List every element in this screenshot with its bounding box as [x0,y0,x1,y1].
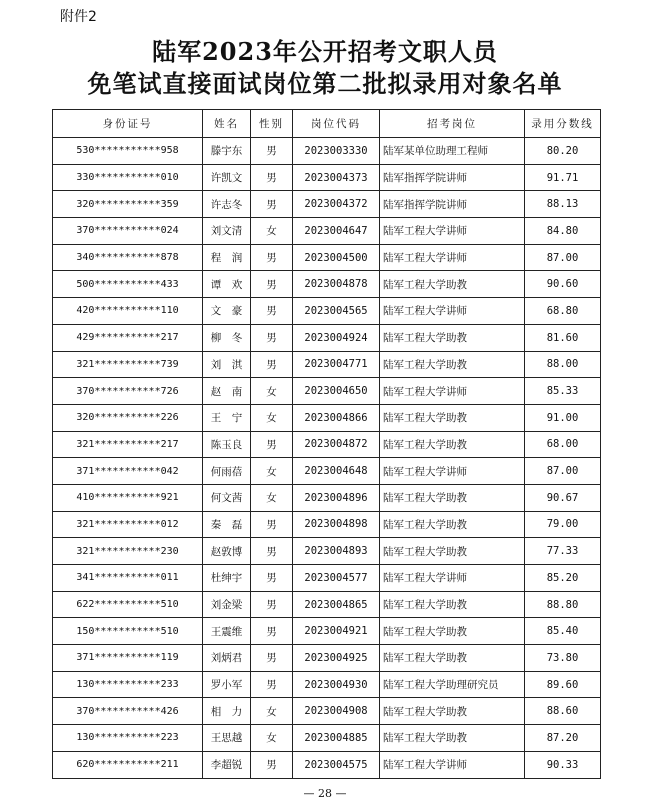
document-title-line1: 陆军2023年公开招考文职人员 [152,37,498,66]
cell-name: 陈玉良 [203,431,251,458]
cell-id-number: 370***********426 [53,698,203,725]
cell-position: 陆军工程大学助教 [380,271,525,298]
cell-position-code: 2023004878 [293,271,380,298]
table-row [53,458,601,485]
table-row [53,725,601,752]
cell-gender: 男 [251,591,293,618]
cell-score: 88.80 [525,591,601,618]
table-row [53,484,601,511]
cell-gender: 女 [251,698,293,725]
cell-gender: 男 [251,511,293,538]
cell-position: 陆军工程大学助教 [380,404,525,431]
cell-gender: 男 [251,618,293,645]
cell-score: 90.67 [525,484,601,511]
cell-position: 陆军工程大学助教 [380,538,525,565]
cell-gender: 男 [251,191,293,218]
cell-name: 杜绅宇 [203,565,251,592]
table-row [53,244,601,271]
cell-position: 陆军工程大学讲师 [380,751,525,778]
table-row [53,138,601,165]
cell-position: 陆军工程大学助教 [380,645,525,672]
cell-id-number: 370***********726 [53,378,203,405]
cell-name: 相 力 [203,698,251,725]
cell-position-code: 2023004865 [293,591,380,618]
cell-position-code: 2023003330 [293,138,380,165]
cell-score: 88.13 [525,191,601,218]
cell-id-number: 420***********110 [53,298,203,325]
cell-position: 陆军工程大学助教 [380,698,525,725]
cell-name: 王思越 [203,725,251,752]
cell-name: 许凯文 [203,164,251,191]
cell-id-number: 371***********119 [53,645,203,672]
cell-name: 赵敦博 [203,538,251,565]
cell-score: 81.60 [525,324,601,351]
table-row [53,378,601,405]
cell-gender: 男 [251,138,293,165]
cell-score: 89.60 [525,671,601,698]
table-row [53,218,601,245]
cell-gender: 男 [251,431,293,458]
cell-gender: 男 [251,164,293,191]
cell-name: 许志冬 [203,191,251,218]
cell-name: 何雨蓓 [203,458,251,485]
cell-position: 陆军某单位助理工程师 [380,138,525,165]
cell-gender: 男 [251,671,293,698]
cell-score: 73.80 [525,645,601,672]
cell-position-code: 2023004924 [293,324,380,351]
cell-gender: 男 [251,645,293,672]
cell-position-code: 2023004577 [293,565,380,592]
cell-position: 陆军工程大学讲师 [380,565,525,592]
cell-gender: 女 [251,404,293,431]
cell-position-code: 2023004872 [293,431,380,458]
cell-score: 77.33 [525,538,601,565]
cell-gender: 女 [251,458,293,485]
cell-score: 80.20 [525,138,601,165]
cell-id-number: 371***********042 [53,458,203,485]
cell-position-code: 2023004500 [293,244,380,271]
cell-id-number: 321***********217 [53,431,203,458]
cell-id-number: 370***********024 [53,218,203,245]
table-row [53,538,601,565]
cell-score: 68.80 [525,298,601,325]
attachment-label: 附件2 [60,9,97,25]
cell-position-code: 2023004896 [293,484,380,511]
cell-gender: 女 [251,725,293,752]
cell-gender: 男 [251,538,293,565]
cell-gender: 男 [251,324,293,351]
cell-gender: 女 [251,378,293,405]
cell-score: 90.33 [525,751,601,778]
cell-position: 陆军工程大学助教 [380,511,525,538]
cell-position-code: 2023004372 [293,191,380,218]
cell-score: 91.00 [525,404,601,431]
cell-name: 刘炳君 [203,645,251,672]
table-row [53,565,601,592]
table-row [53,164,601,191]
table-row [53,324,601,351]
cell-id-number: 429***********217 [53,324,203,351]
cell-gender: 男 [251,271,293,298]
cell-gender: 女 [251,484,293,511]
cell-score: 85.40 [525,618,601,645]
cell-position: 陆军工程大学助教 [380,431,525,458]
cell-position-code: 2023004898 [293,511,380,538]
cell-position: 陆军工程大学助教 [380,324,525,351]
cell-score: 85.20 [525,565,601,592]
cell-score: 88.00 [525,351,601,378]
cell-score: 85.33 [525,378,601,405]
cell-gender: 男 [251,244,293,271]
cell-id-number: 340***********878 [53,244,203,271]
header-position: 招考岗位 [380,110,525,138]
cell-position: 陆军工程大学讲师 [380,218,525,245]
cell-position-code: 2023004648 [293,458,380,485]
cell-score: 87.00 [525,458,601,485]
cell-position-code: 2023004647 [293,218,380,245]
cell-position: 陆军工程大学讲师 [380,458,525,485]
cell-position: 陆军工程大学讲师 [380,378,525,405]
cell-score: 88.60 [525,698,601,725]
cell-id-number: 320***********226 [53,404,203,431]
cell-name: 王 宁 [203,404,251,431]
cell-id-number: 620***********211 [53,751,203,778]
cell-name: 赵 南 [203,378,251,405]
cell-name: 刘金梁 [203,591,251,618]
cell-position-code: 2023004771 [293,351,380,378]
cell-gender: 男 [251,351,293,378]
table-row [53,351,601,378]
header-gender: 性别 [251,110,293,138]
table-row [53,511,601,538]
cell-name: 刘 淇 [203,351,251,378]
table-row [53,751,601,778]
cell-position-code: 2023004925 [293,645,380,672]
cell-id-number: 500***********433 [53,271,203,298]
table-row [53,618,601,645]
admission-list-table [52,109,601,779]
cell-name: 王震维 [203,618,251,645]
cell-id-number: 130***********233 [53,671,203,698]
table-row [53,191,601,218]
cell-score: 91.71 [525,164,601,191]
header-name: 姓名 [203,110,251,138]
cell-position-code: 2023004565 [293,298,380,325]
cell-id-number: 341***********011 [53,565,203,592]
cell-position: 陆军工程大学讲师 [380,298,525,325]
cell-id-number: 410***********921 [53,484,203,511]
cell-position: 陆军工程大学助理研究员 [380,671,525,698]
cell-name: 刘文清 [203,218,251,245]
cell-position-code: 2023004908 [293,698,380,725]
cell-score: 90.60 [525,271,601,298]
cell-position-code: 2023004866 [293,404,380,431]
table-row [53,431,601,458]
cell-position: 陆军指挥学院讲师 [380,191,525,218]
cell-score: 68.00 [525,431,601,458]
cell-id-number: 622***********510 [53,591,203,618]
cell-position-code: 2023004893 [293,538,380,565]
cell-id-number: 330***********010 [53,164,203,191]
table-header-row [53,110,601,138]
table-row [53,298,601,325]
cell-position: 陆军工程大学助教 [380,725,525,752]
table-row [53,671,601,698]
cell-score: 79.00 [525,511,601,538]
table-row [53,645,601,672]
table-row [53,698,601,725]
cell-gender: 女 [251,218,293,245]
cell-name: 罗小军 [203,671,251,698]
cell-name: 程 润 [203,244,251,271]
cell-name: 滕宇东 [203,138,251,165]
table-row [53,591,601,618]
cell-name: 秦 磊 [203,511,251,538]
cell-position-code: 2023004930 [293,671,380,698]
cell-position: 陆军工程大学助教 [380,351,525,378]
cell-name: 李超锐 [203,751,251,778]
cell-id-number: 150***********510 [53,618,203,645]
cell-name: 文 豪 [203,298,251,325]
cell-id-number: 321***********230 [53,538,203,565]
cell-position: 陆军工程大学助教 [380,618,525,645]
cell-position-code: 2023004885 [293,725,380,752]
cell-position-code: 2023004373 [293,164,380,191]
cell-id-number: 130***********223 [53,725,203,752]
cell-score: 87.00 [525,244,601,271]
document-title-line2: 免笔试直接面试岗位第二批拟录用对象名单 [87,69,563,98]
cell-position: 陆军工程大学助教 [380,591,525,618]
cell-name: 柳 冬 [203,324,251,351]
cell-position: 陆军工程大学助教 [380,484,525,511]
cell-name: 何文茜 [203,484,251,511]
cell-gender: 男 [251,751,293,778]
cell-id-number: 321***********012 [53,511,203,538]
table-row [53,271,601,298]
cell-position-code: 2023004575 [293,751,380,778]
cell-score: 87.20 [525,725,601,752]
cell-id-number: 530***********958 [53,138,203,165]
cell-gender: 男 [251,298,293,325]
cell-score: 84.80 [525,218,601,245]
cell-id-number: 320***********359 [53,191,203,218]
cell-position: 陆军指挥学院讲师 [380,164,525,191]
cell-position-code: 2023004921 [293,618,380,645]
cell-gender: 男 [251,565,293,592]
header-id-number: 身份证号 [53,110,203,138]
cell-position: 陆军工程大学讲师 [380,244,525,271]
cell-position-code: 2023004650 [293,378,380,405]
cell-id-number: 321***********739 [53,351,203,378]
header-position-code: 岗位代码 [293,110,380,138]
page-number: — 28 — [303,787,347,800]
table-row [53,404,601,431]
header-score: 录用分数线 [525,110,601,138]
cell-name: 谭 欢 [203,271,251,298]
